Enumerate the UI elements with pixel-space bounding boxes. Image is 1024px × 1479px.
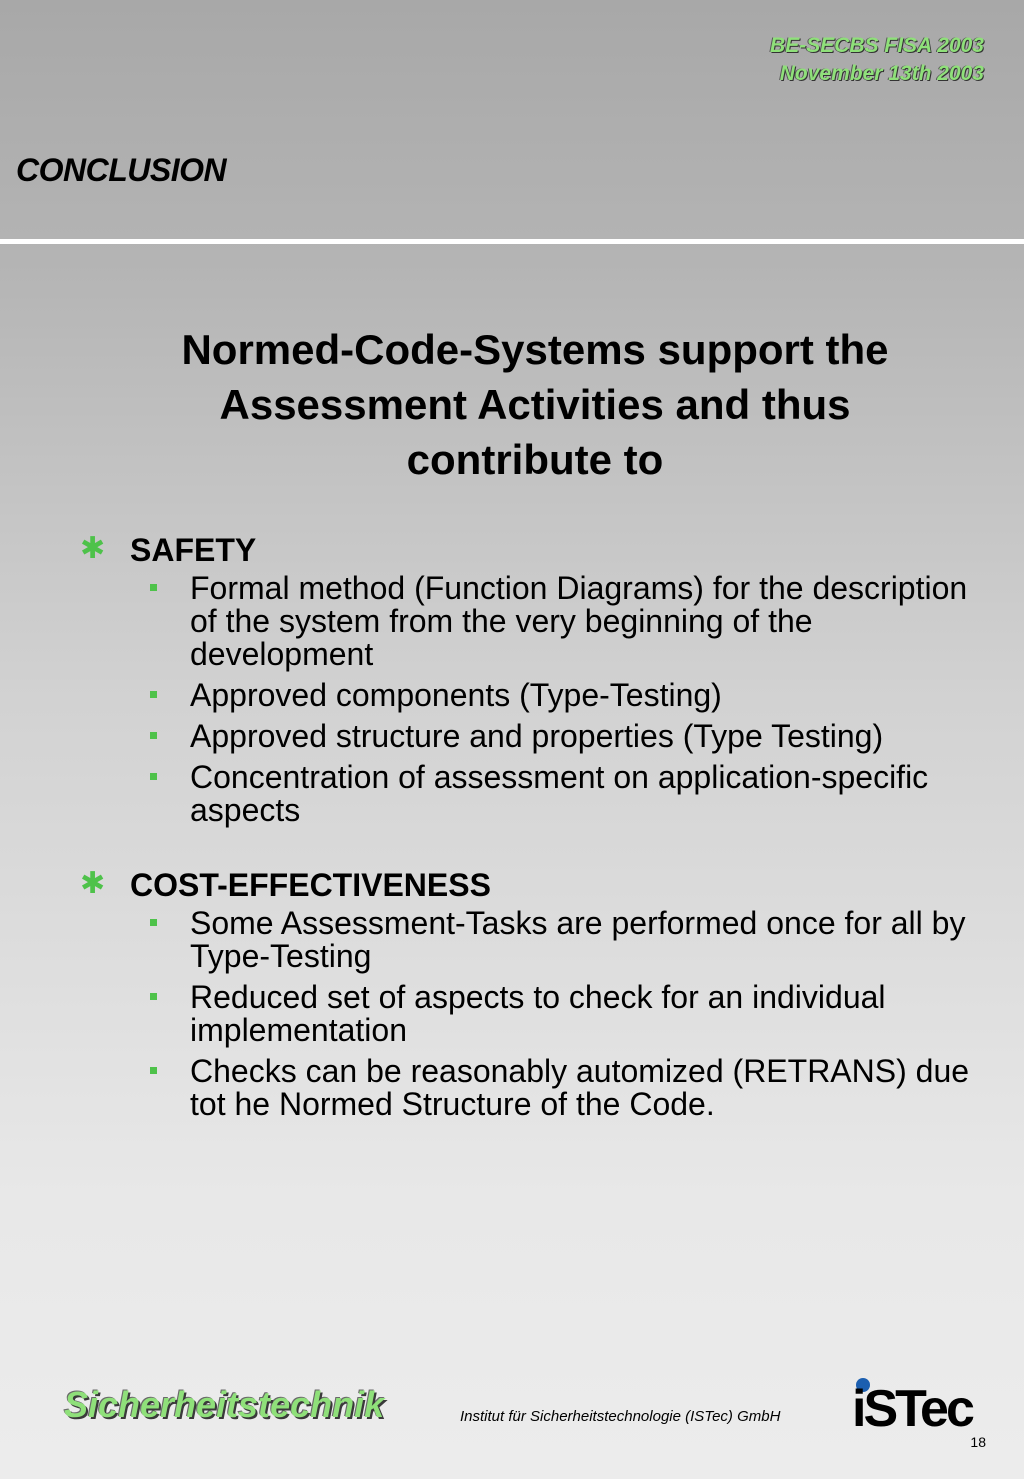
headline-line-2: Assessment Activities and thus: [219, 381, 851, 428]
list-item: [0, 981, 1024, 1047]
group-label: COST-EFFECTIVENESS: [130, 867, 491, 903]
logo-text: iSTec: [852, 1380, 972, 1432]
square-bullet-icon: [150, 691, 157, 698]
bullet-list: [0, 572, 1024, 827]
section-title: CONCLUSION: [16, 152, 227, 188]
event-date: November 13th 2003: [779, 62, 984, 85]
event-name: BE-SECBS FISA 2003: [770, 34, 984, 57]
list-item-text: Some Assessment-Tasks are performed once for all by Type-Testing: [190, 905, 966, 974]
list-item-text: Checks can be reasonably automized (RETRANS) due tot he Normed Structure of the Code.: [190, 1053, 970, 1122]
list-item-text: Approved components (Type-Testing): [190, 677, 722, 713]
square-bullet-icon: [150, 1067, 157, 1074]
list-item: [0, 720, 1024, 753]
bullet-list: [0, 907, 1024, 1121]
list-item: [0, 907, 1024, 973]
group-cost-effectiveness: [0, 865, 1024, 1121]
list-item: [0, 761, 1024, 827]
list-item-text: Concentration of assessment on application-specific aspects: [190, 759, 929, 828]
list-item: [0, 679, 1024, 712]
headline-line-3: contribute to: [406, 436, 664, 483]
list-item: [0, 572, 1024, 671]
square-bullet-icon: [150, 773, 157, 780]
list-item-text: Formal method (Function Diagrams) for the description of the system from the very beginning of the development: [190, 570, 968, 672]
footer-brand: Sicherheitstechnik: [64, 1384, 385, 1425]
asterisk-bullet-icon: ✱: [80, 867, 106, 900]
list-item-text: Reduced set of aspects to check for an individual implementation: [190, 979, 886, 1048]
header-meta: [770, 32, 984, 88]
square-bullet-icon: [150, 919, 157, 926]
page-number: 18: [970, 1434, 986, 1450]
headline-line-1: Normed-Code-Systems support the: [181, 326, 889, 373]
istec-logo-icon: [852, 1376, 992, 1432]
list-item-text: Approved structure and properties (Type Testing): [190, 718, 884, 754]
footer-institute: Institut für Sicherheitstechnologie (ISTec) GmbH: [460, 1408, 781, 1425]
group-safety: [0, 530, 1024, 827]
headline: [90, 322, 980, 487]
list-item: [0, 1055, 1024, 1121]
square-bullet-icon: [150, 732, 157, 739]
square-bullet-icon: [150, 584, 157, 591]
group-label: SAFETY: [130, 532, 257, 568]
square-bullet-icon: [150, 993, 157, 1000]
asterisk-bullet-icon: ✱: [80, 532, 106, 565]
header-divider: [0, 239, 1024, 244]
slide-body: [0, 530, 1024, 1129]
